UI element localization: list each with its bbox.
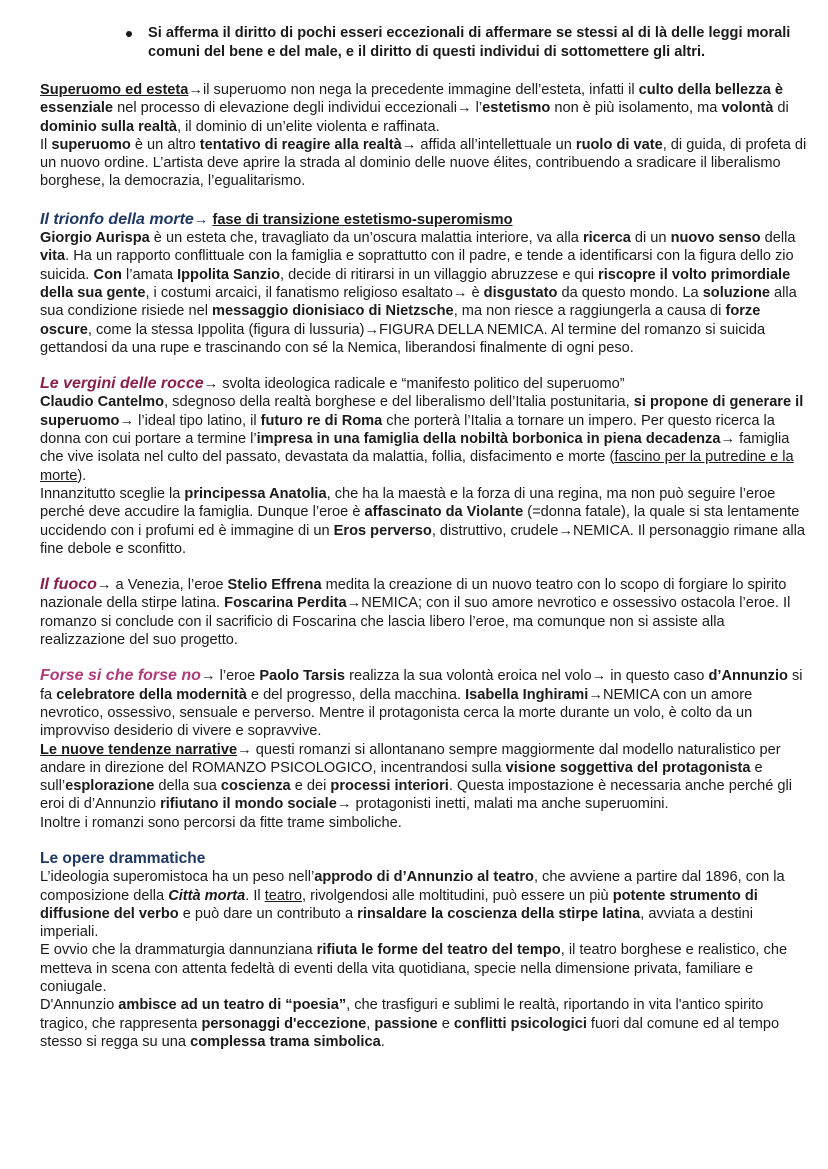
text: e bbox=[437, 1015, 454, 1032]
bold-text: Foscarina Perdita bbox=[224, 595, 347, 612]
bold-text: culto della bellezza è essenziale bbox=[40, 82, 784, 117]
bold-text: impresa in una famiglia della nobiltà borbonica in piena decadenza bbox=[256, 431, 721, 448]
bold-text: ruolo di vate bbox=[575, 136, 663, 153]
bold-text: tentativo di reagire alla realtà bbox=[199, 136, 402, 153]
text: e può dare un contributo a bbox=[178, 905, 358, 922]
text: (=donna fatale), la quale si sta lentamente uccidendo con i profumi ed è immagine di un bbox=[40, 504, 800, 539]
bullet-dot bbox=[126, 31, 132, 37]
section-vergini-rocce bbox=[40, 375, 812, 558]
bold-text: forze oscure bbox=[40, 303, 761, 338]
bold-text: rinsaldare la coscienza della stirpe latina bbox=[357, 905, 641, 922]
section-heading: Le nuove tendenze narrative bbox=[40, 741, 238, 758]
bold-text: messaggio dionisiaco di Nietzsche bbox=[212, 303, 454, 320]
text: L’ideologia superomistoca ha un peso nell’ bbox=[40, 869, 315, 886]
text: , avviata a destini imperiali. bbox=[40, 905, 754, 941]
paragraph bbox=[40, 393, 812, 484]
section-title: Il fuoco bbox=[40, 576, 97, 594]
paragraph bbox=[40, 868, 812, 941]
bold-text: processi interiori bbox=[330, 778, 449, 795]
section-heading: Le opere drammatiche bbox=[40, 849, 206, 867]
section-forse-si bbox=[40, 667, 812, 832]
text: , i costumi arcaici, il fanatismo religioso esaltato→ è bbox=[145, 284, 484, 301]
text: E ovvio che la drammaturgia dannunziana bbox=[40, 942, 317, 959]
bold-text: Eros perverso bbox=[333, 522, 432, 539]
text: realizza la sua volontà eroica nel volo→ in questo caso bbox=[345, 668, 709, 685]
text: della bbox=[760, 230, 796, 247]
bold-text: Ippolita Sanzio bbox=[177, 266, 281, 283]
section-heading: Superuomo ed esteta bbox=[40, 82, 189, 98]
paragraph bbox=[40, 667, 812, 740]
bold-text: complessa trama simbolica bbox=[190, 1033, 381, 1050]
text: D'Annunzio bbox=[40, 997, 119, 1014]
text: , distruttivo, crudele→NEMICA. Il personaggio rimane alla fine debole e sconfitto. bbox=[40, 522, 805, 557]
text: che porterà l’Italia a tornare un impero. Per questo ricerca la donna con cui portare a termine l’ bbox=[40, 412, 775, 448]
section-title: Le vergini delle rocce bbox=[40, 375, 204, 393]
section-fuoco bbox=[40, 576, 812, 649]
text: è un altro bbox=[130, 136, 200, 153]
text: →NEMICA con un amore nevrotico, ossessivo, sensuale e perverso. Mentre il protagonista cerca la morte durante un volo, è colto da un improvviso desiderio di vivere e sopravvive. bbox=[40, 686, 753, 740]
text: → svolta ideologica radicale e “manifesto politico del superuomo” bbox=[203, 376, 625, 393]
bullet-item bbox=[148, 24, 812, 61]
bold-text: Isabella Inghirami bbox=[465, 686, 589, 703]
bold-text: potente strumento di diffusione del verbo bbox=[40, 887, 758, 922]
paragraph bbox=[40, 81, 812, 136]
bold-text: futuro re di Roma bbox=[260, 412, 383, 429]
text: e dei bbox=[290, 778, 331, 795]
text: da questo mondo. La bbox=[557, 284, 703, 301]
text: , ma non riesce a raggiungerla a causa di bbox=[453, 303, 726, 320]
section-subtitle: fase di transizione estetismo-superomismo bbox=[212, 211, 513, 228]
text: , il teatro borghese e realistico, che metteva in scena con attenta fedeltà di eventi della vita quotidiana, specie nella dimensione privata, familiare e coniugale. bbox=[40, 942, 788, 996]
section-opere-drammatiche bbox=[40, 850, 812, 1051]
text: nel processo di elevazione degli individui eccezionali→ l’ bbox=[113, 100, 483, 117]
text: →NEMICA; con il suo amore nevrotico e ossessivo ostacola l’eroe. Il romanzo si conclude con il sacrificio di Foscarina che lascia libero l’eroe, ma comunque non si assiste alla realizzazione del suo progetto. bbox=[40, 595, 791, 649]
bold-text: volontà bbox=[721, 100, 774, 117]
bold-text: celebratore della modernità bbox=[56, 686, 247, 703]
paragraph bbox=[40, 211, 812, 229]
text: , che trasfiguri e sublimi le realtà, riportando in vita l'antico spirito tragico, che rappresenta bbox=[40, 997, 764, 1032]
bold-text: estetismo bbox=[482, 100, 551, 117]
section-trionfo-morte bbox=[40, 211, 812, 357]
paragraph bbox=[40, 996, 812, 1051]
paragraph: Inoltre i romanzi sono percorsi da fitte trame simboliche. bbox=[40, 814, 402, 831]
bold-text: approdo di d’Annunzio al teatro bbox=[314, 869, 534, 886]
text: . Ha un rapporto conflittuale con la famiglia e soprattutto con il padre, e tende a identificarsi con la figura dello zio suicida. bbox=[40, 248, 794, 283]
bold-text: vita bbox=[40, 248, 66, 265]
text: non è più isolamento, ma bbox=[550, 100, 722, 117]
text: di un bbox=[630, 230, 671, 247]
bold-text: rifiuta le forme del teatro del tempo bbox=[316, 942, 561, 959]
paragraph bbox=[40, 229, 812, 357]
text: → questi romanzi si allontanano sempre maggiormente dal modello naturalistico per andare in direzione del ROMANZO PSICOLOGICO, incentrandosi sulla bbox=[40, 741, 781, 776]
text: . bbox=[380, 1033, 385, 1050]
bold-text: esplorazione bbox=[65, 778, 155, 795]
bold-text: ricerca bbox=[582, 230, 631, 247]
bold-text: d’Annunzio bbox=[708, 668, 788, 685]
bold-text: passione bbox=[374, 1015, 438, 1032]
text: . Questa impostazione è necessaria anche perché gli eroi di d’Annunzio bbox=[40, 778, 792, 813]
section-title: Forse si che forse no bbox=[40, 667, 201, 685]
text: Innanzitutto sceglie la bbox=[40, 485, 185, 502]
text: fuori dal comune ed al tempo stesso si regga su una bbox=[40, 1015, 780, 1050]
text: alla sua condizione risiede nel bbox=[40, 284, 797, 320]
arrow: → bbox=[193, 211, 213, 228]
bold-text: nuovo senso bbox=[670, 230, 761, 247]
bold-text: rifiutano il mondo sociale bbox=[160, 796, 337, 813]
paragraph bbox=[40, 850, 812, 868]
text: di bbox=[773, 100, 789, 117]
text: si fa bbox=[40, 668, 803, 703]
bold-text: principessa Anatolia bbox=[184, 485, 327, 502]
bold-text: personaggi d'eccezione bbox=[201, 1015, 367, 1032]
text: , che ha la maestà e la forza di una regina, ma non può seguire l’eroe perché deve accudire la famiglia. Dunque l’eroe è bbox=[40, 485, 776, 521]
text: . Il bbox=[245, 887, 265, 904]
text: → l’eroe bbox=[200, 668, 260, 685]
text: → famiglia che vive isolata nel culto del passato, devastata da malattia, follia, disfacimento e morte ( bbox=[40, 431, 790, 466]
bold-text: ambisce ad un teatro di “poesia” bbox=[118, 997, 347, 1014]
bold-text: Paolo Tarsis bbox=[259, 668, 346, 685]
text: → affida all’intellettuale un bbox=[401, 136, 576, 153]
text: e del progresso, della macchina. bbox=[246, 686, 466, 703]
text: → l’ideal tipo latino, il bbox=[119, 412, 261, 429]
text: , decide di ritirarsi in un villaggio abruzzese e qui bbox=[280, 266, 599, 283]
bold-text: dominio sulla realtà bbox=[40, 118, 178, 135]
bold-text: affascinato da Violante bbox=[364, 504, 524, 521]
bold-text: Claudio Cantelmo bbox=[40, 394, 165, 411]
paragraph bbox=[40, 941, 812, 996]
text: medita la creazione di un nuovo teatro con lo scopo di forgiare lo spirito nazionale della stirpe latina. bbox=[40, 577, 787, 612]
text: → protagonisti inetti, malati ma anche superuomini. bbox=[336, 796, 669, 813]
text: , il dominio di un’elite violenta e raffinata. bbox=[177, 118, 440, 135]
bold-text: superuomo bbox=[51, 136, 131, 153]
text: della sua bbox=[154, 778, 221, 795]
bullet-text: Si afferma il diritto di pochi esseri eccezionali di affermare se stessi al di là delle leggi morali comuni del bene e del male, e il diritto di questi individui di sottomettere gli altri. bbox=[148, 25, 791, 60]
bold-text: Stelio Effrena bbox=[227, 577, 322, 594]
paragraph bbox=[40, 485, 812, 558]
text: , che avviene a partire dal 1896, con la composizione della bbox=[40, 869, 785, 904]
text: è un esteta che, travagliato da un’oscura malattia interiore, va alla bbox=[149, 230, 583, 247]
bold-text: si propone di generare il superuomo bbox=[40, 394, 804, 429]
text: , bbox=[366, 1015, 375, 1032]
bold-text: soluzione bbox=[702, 284, 770, 301]
text: → a Venezia, l’eroe bbox=[96, 577, 228, 594]
bold-text: disgustato bbox=[483, 284, 558, 301]
text: , come la stessa Ippolita (figura di lussuria)→FIGURA DELLA NEMICA. Al termine del romanzo si suicida gettandosi da una rupe e trascinando con sé la Nemica, liberandosi finalmente di ogni peso. bbox=[40, 321, 766, 356]
section-superuomo-esteta bbox=[40, 81, 812, 191]
text: →il superuomo non nega la precedente immagine dell’esteta, infatti il bbox=[188, 82, 639, 98]
text: , sdegnoso della realtà borghese e del liberalismo dell’Italia postunitaria, bbox=[164, 394, 634, 411]
text: , di guida, di profeta di un nuovo ordine. L’artista deve aprire la strada al dominio delle nuove élites, contribuendo a sradicare il liberalismo borghese, la democrazia, l’egualitarismo. bbox=[40, 136, 807, 190]
document-page bbox=[40, 24, 812, 1051]
bold-text: coscienza bbox=[220, 778, 291, 795]
section-title: Il trionfo della morte bbox=[40, 210, 194, 228]
paragraph bbox=[40, 741, 812, 814]
text: e sull’ bbox=[40, 759, 763, 795]
underlined-text: teatro bbox=[264, 887, 303, 904]
bold-text: Con bbox=[93, 266, 122, 283]
paragraph bbox=[40, 375, 812, 393]
underlined-text: fascino per la putredine e la morte bbox=[40, 449, 794, 484]
bold-text: visione soggettiva del protagonista bbox=[505, 759, 751, 776]
paragraph bbox=[40, 136, 812, 191]
bold-text: conflitti psicologici bbox=[453, 1015, 587, 1032]
text: , rivolgendosi alle moltitudini, può essere un più bbox=[302, 887, 613, 904]
text: l’amata bbox=[121, 266, 178, 283]
bold-text: Giorgio Aurispa bbox=[40, 230, 150, 247]
bold-italic-text: Città morta bbox=[168, 887, 246, 904]
paragraph bbox=[40, 576, 812, 649]
text: Il bbox=[40, 136, 52, 153]
bold-text: riscopre il volto primordiale della sua gente bbox=[40, 266, 791, 301]
text: ). bbox=[77, 467, 87, 484]
